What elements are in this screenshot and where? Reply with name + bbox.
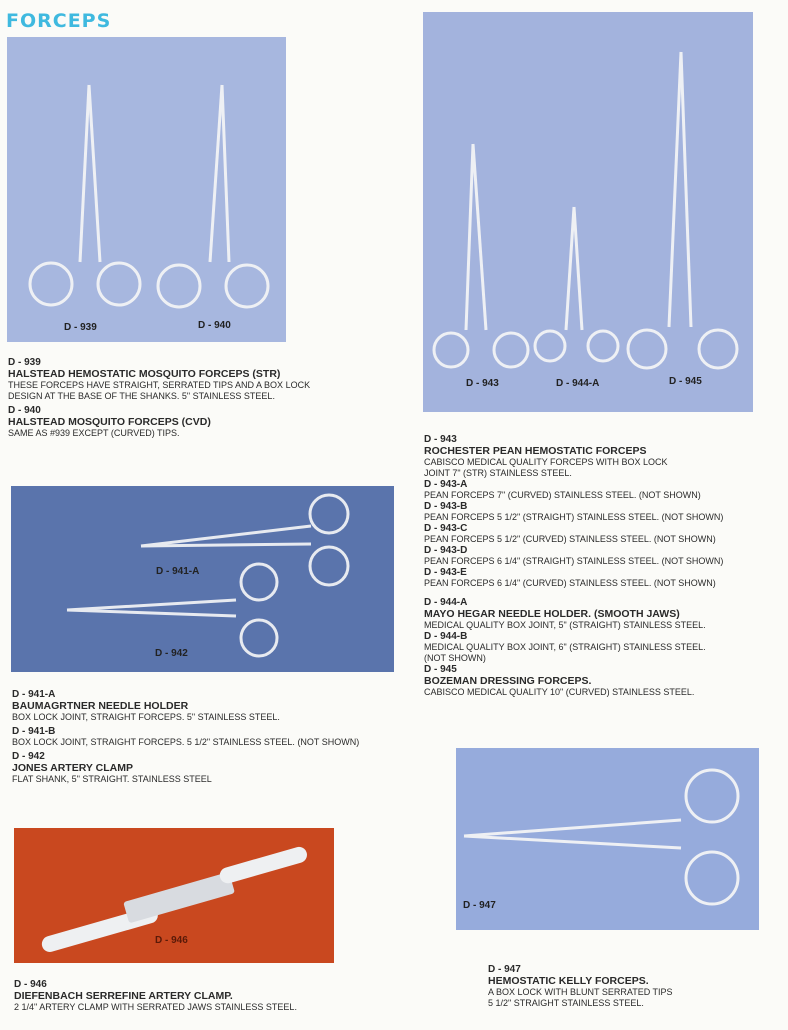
product-code: D - 946	[14, 979, 47, 990]
product-descriptions-943-945	[424, 434, 784, 698]
product-desc: JOINT 7" (STR) STAINLESS STEEL.	[424, 468, 572, 478]
product-desc: PEAN FORCEPS 7" (CURVED) STAINLESS STEEL. (NOT SHOWN)	[424, 490, 701, 500]
product-name: HEMOSTATIC KELLY FORCEPS.	[488, 975, 649, 987]
product-name: MAYO HEGAR NEEDLE HOLDER. (SMOOTH JAWS)	[424, 608, 680, 620]
product-desc: CABISCO MEDICAL QUALITY FORCEPS WITH BOX LOCK	[424, 457, 668, 467]
photo-d939-d940	[7, 37, 286, 342]
photo-d946	[14, 828, 334, 963]
page-title: FORCEPS	[6, 10, 112, 32]
product-desc: FLAT SHANK, 5" STRAIGHT. STAINLESS STEEL	[12, 774, 212, 784]
photo-label: D - 941-A	[156, 566, 200, 577]
product-name: HALSTEAD MOSQUITO FORCEPS (CVD)	[8, 416, 211, 428]
product-desc: PEAN FORCEPS 6 1/4" (STRAIGHT) STAINLESS STEEL. (NOT SHOWN)	[424, 556, 724, 566]
product-code: D - 943-E	[424, 567, 467, 578]
product-desc: PEAN FORCEPS 6 1/4" (CURVED) STAINLESS STEEL. (NOT SHOWN)	[424, 578, 716, 588]
product-code: D - 943-C	[424, 523, 468, 534]
forceps-illustration	[456, 748, 759, 930]
photo-d947	[456, 748, 759, 930]
product-desc: DESIGN AT THE BASE OF THE SHANKS. 5" STAINLESS STEEL.	[8, 391, 275, 401]
product-desc: CABISCO MEDICAL QUALITY 10" (CURVED) STAINLESS STEEL.	[424, 687, 695, 697]
product-name: BOZEMAN DRESSING FORCEPS.	[424, 675, 592, 687]
product-code: D - 943-D	[424, 545, 468, 556]
photo-label: D - 942	[155, 648, 188, 659]
photo-d943-d944a-d945	[423, 12, 753, 412]
product-desc: 5 1/2" STRAIGHT STAINLESS STEEL.	[488, 998, 644, 1008]
product-code: D - 944-A	[424, 597, 468, 608]
product-name: HALSTEAD HEMOSTATIC MOSQUITO FORCEPS (STR)	[8, 368, 281, 380]
product-name: JONES ARTERY CLAMP	[12, 762, 133, 774]
product-code: D - 943-A	[424, 479, 468, 490]
photo-label: D - 939	[64, 322, 97, 333]
product-descriptions-939-940	[8, 357, 338, 439]
photo-d941a-d942	[11, 486, 394, 672]
product-desc: 2 1/4" ARTERY CLAMP WITH SERRATED JAWS STAINLESS STEEL.	[14, 1002, 297, 1012]
product-code: D - 940	[8, 405, 41, 416]
product-desc: BOX LOCK JOINT, STRAIGHT FORCEPS. 5 1/2" STAINLESS STEEL. (NOT SHOWN)	[12, 737, 360, 747]
product-desc: SAME AS #939 EXCEPT (CURVED) TIPS.	[8, 428, 180, 438]
photo-label: D - 940	[198, 320, 231, 331]
product-desc: A BOX LOCK WITH BLUNT SERRATED TIPS	[488, 987, 673, 997]
photo-label: D - 945	[669, 376, 702, 387]
product-code: D - 942	[12, 751, 45, 762]
product-desc: BOX LOCK JOINT, STRAIGHT FORCEPS. 5" STAINLESS STEEL.	[12, 712, 280, 722]
product-code: D - 939	[8, 357, 41, 368]
forceps-illustration	[7, 37, 286, 342]
product-name: BAUMAGRTNER NEEDLE HOLDER	[12, 700, 189, 712]
product-code: D - 941-A	[12, 689, 56, 700]
product-descriptions-946	[14, 979, 374, 1013]
product-name: ROCHESTER PEAN HEMOSTATIC FORCEPS	[424, 445, 647, 457]
product-desc: MEDICAL QUALITY BOX JOINT, 6" (STRAIGHT) STAINLESS STEEL.	[424, 642, 706, 652]
photo-label: D - 944-A	[556, 378, 600, 389]
photo-label: D - 943	[466, 378, 499, 389]
product-desc: MEDICAL QUALITY BOX JOINT, 5" (STRAIGHT) STAINLESS STEEL.	[424, 620, 706, 630]
product-code: D - 943	[424, 434, 457, 445]
forceps-illustration	[423, 12, 753, 412]
product-code: D - 944-B	[424, 631, 468, 642]
product-code: D - 947	[488, 964, 521, 975]
product-descriptions-947	[488, 964, 778, 1009]
product-name: DIEFENBACH SERREFINE ARTERY CLAMP.	[14, 990, 233, 1002]
product-desc: PEAN FORCEPS 5 1/2" (CURVED) STAINLESS STEEL. (NOT SHOWN)	[424, 534, 716, 544]
photo-label: D - 947	[463, 900, 496, 911]
product-descriptions-941-942	[12, 689, 402, 785]
product-desc: THESE FORCEPS HAVE STRAIGHT, SERRATED TIPS AND A BOX LOCK	[8, 380, 311, 390]
product-desc: PEAN FORCEPS 5 1/2" (STRAIGHT) STAINLESS STEEL. (NOT SHOWN)	[424, 512, 724, 522]
photo-label: D - 946	[155, 935, 188, 946]
product-code: D - 943-B	[424, 501, 468, 512]
product-code: D - 941-B	[12, 726, 56, 737]
product-code: D - 945	[424, 664, 457, 675]
forceps-illustration	[11, 486, 394, 672]
product-desc: (NOT SHOWN)	[424, 653, 486, 663]
